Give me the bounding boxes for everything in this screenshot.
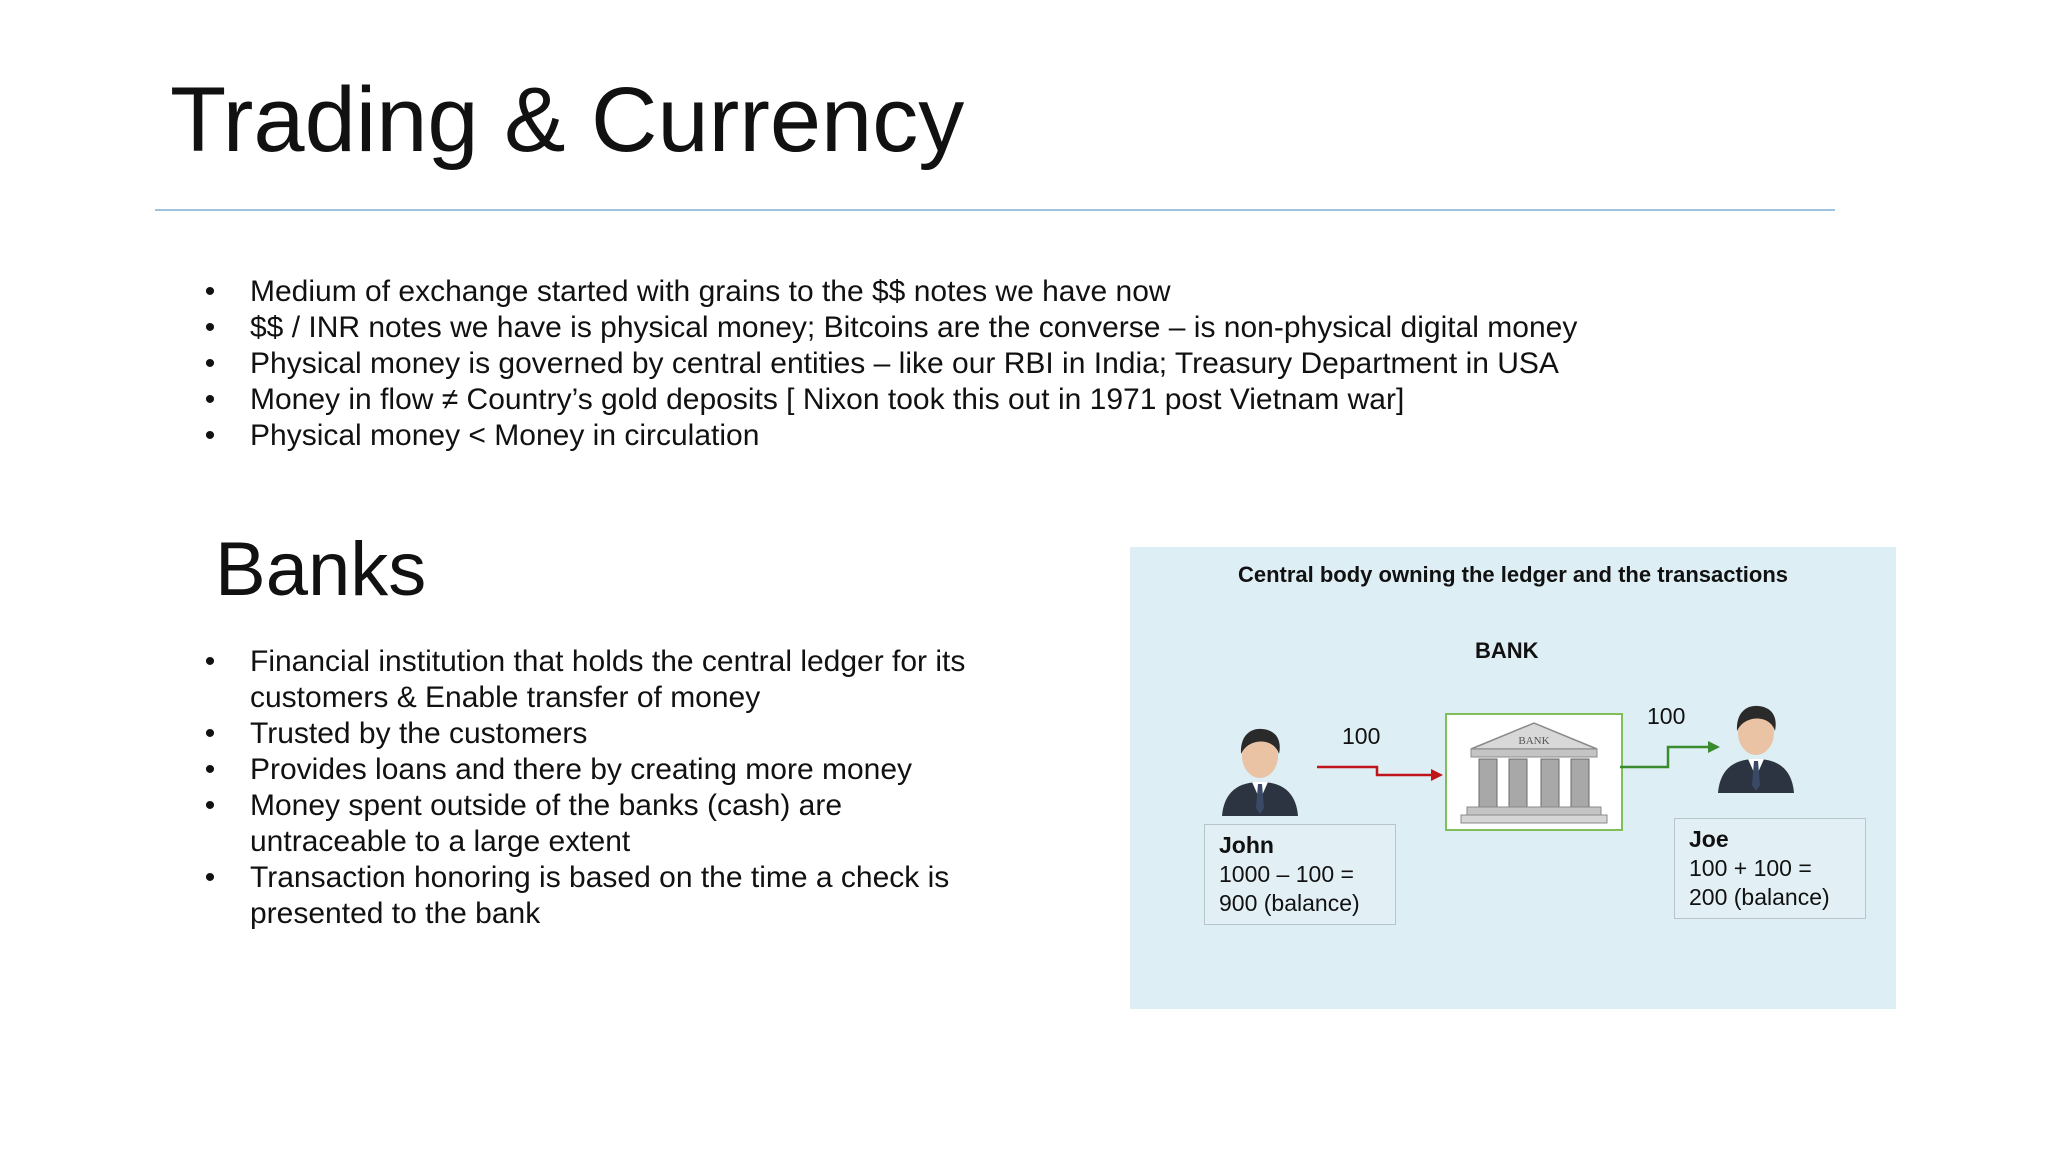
joe-balance: 200 (balance) [1689, 884, 1830, 910]
bank-building-icon [1447, 715, 1621, 829]
john-name: John [1219, 832, 1274, 858]
bullet-icon: • [204, 311, 216, 344]
joe-name: Joe [1689, 826, 1729, 852]
bullet-icon: • [204, 753, 216, 786]
joe-balance-box [1674, 818, 1866, 919]
list-item [200, 310, 1700, 346]
john-calc: 1000 – 100 = [1219, 861, 1354, 887]
list-item [200, 418, 1700, 454]
title-divider [155, 209, 1835, 211]
bullet-text: Trusted by the customers [250, 717, 588, 750]
bullet-icon: • [204, 419, 216, 452]
arrow-from-bank-icon [1620, 737, 1720, 777]
bullet-text: Physical money is governed by central entities – like our RBI in India; Treasury Department in USA [250, 347, 1559, 380]
list-item [200, 346, 1700, 382]
bullet-text: Financial institution that holds the central ledger for its customers & Enable transfer of money [250, 645, 966, 714]
banks-bullet-list [200, 644, 980, 932]
list-item [200, 644, 980, 716]
transfer-amount-out: 100 [1647, 703, 1686, 729]
banks-heading: Banks [215, 527, 427, 612]
list-item [200, 788, 980, 860]
bank-sign-text: BANK [1518, 735, 1550, 747]
bank-label: BANK [1475, 638, 1539, 663]
bullet-icon: • [204, 789, 216, 822]
bank-transfer-diagram [1130, 547, 1896, 1009]
bullet-text: Physical money < Money in circulation [250, 419, 760, 452]
bullet-icon: • [204, 645, 216, 678]
diagram-caption: Central body owning the ledger and the transactions [1237, 562, 1789, 587]
bullet-icon: • [204, 347, 216, 380]
list-item [200, 274, 1700, 310]
bullet-text: Medium of exchange started with grains to the $$ notes we have now [250, 275, 1171, 308]
bank-box [1445, 713, 1623, 831]
bullet-icon: • [204, 717, 216, 750]
list-item [200, 752, 980, 788]
arrow-to-bank-icon [1315, 757, 1445, 787]
joe-person-icon [1714, 697, 1798, 793]
bullet-text: Transaction honoring is based on the time a check is presented to the bank [250, 861, 950, 930]
bullet-icon: • [204, 383, 216, 416]
john-balance: 900 (balance) [1219, 890, 1360, 916]
list-item [200, 382, 1700, 418]
bullet-text: $$ / INR notes we have is physical money; Bitcoins are the converse – is non-physical digital money [250, 311, 1578, 344]
transfer-amount-in: 100 [1342, 723, 1381, 749]
bullet-text: Provides loans and there by creating more money [250, 753, 913, 786]
bullet-text: Money spent outside of the banks (cash) are untraceable to a large extent [250, 789, 843, 858]
bullet-text: Money in flow ≠ Country’s gold deposits [ Nixon took this out in 1971 post Vietnam war] [250, 383, 1405, 416]
john-person-icon [1218, 720, 1302, 816]
joe-calc: 100 + 100 = [1689, 855, 1812, 881]
list-item [200, 716, 980, 752]
bullet-icon: • [204, 275, 216, 308]
john-balance-box [1204, 824, 1396, 925]
list-item [200, 860, 980, 932]
bullet-icon: • [204, 861, 216, 894]
slide-title: Trading & Currency [170, 69, 965, 171]
currency-bullet-list [200, 274, 1700, 454]
